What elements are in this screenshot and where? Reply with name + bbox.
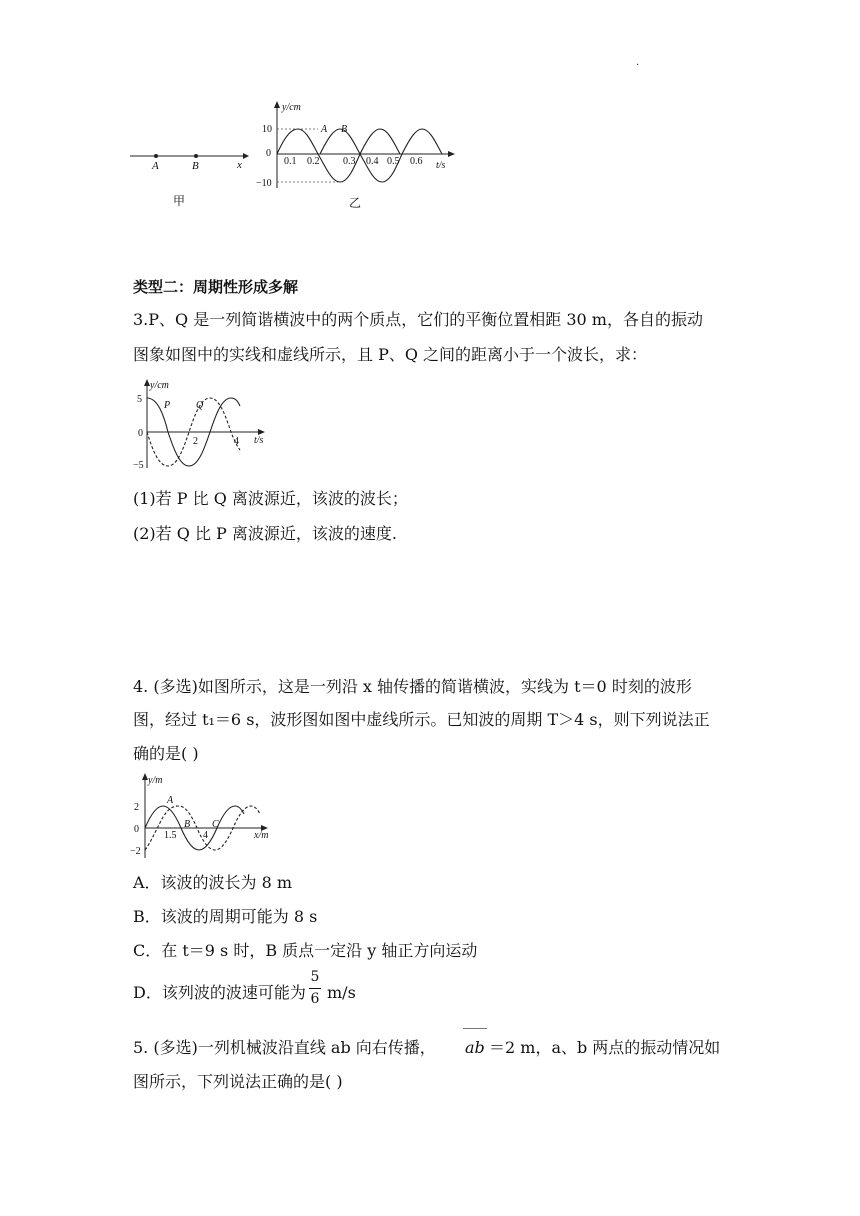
q4-option-b: B．该波的周期可能为 8 s bbox=[133, 907, 318, 926]
q4-x-tick-1.5: 1.5 bbox=[164, 830, 177, 841]
curve-q-label: Q bbox=[196, 400, 204, 411]
figure-yi bbox=[250, 98, 465, 198]
point-b-dot bbox=[194, 154, 198, 158]
point-a-label: A bbox=[152, 160, 159, 172]
q4-line2: 图，经过 t₁＝6 s，波形图如图中虚线所示。已知波的周期 T＞4 s，则下列说法正 bbox=[133, 710, 710, 729]
q3-y-axis-label: y/cm bbox=[150, 380, 169, 391]
y-axis-label: y/cm bbox=[282, 102, 301, 113]
q4-option-d-numerator: 5 bbox=[310, 969, 320, 985]
q4-x-tick-4: 4 bbox=[203, 830, 208, 841]
q4-y-tick-0: 0 bbox=[134, 824, 139, 835]
q4-x-axis-label: x/m bbox=[254, 830, 269, 841]
q3-sub2: (2)若 Q 比 P 离波源近，该波的速度. bbox=[133, 524, 397, 543]
q4-option-d-text: D．该列波的波速可能为 bbox=[133, 983, 306, 1002]
curve-a-label: A bbox=[321, 124, 328, 135]
point-c-label: C bbox=[212, 819, 219, 830]
section-title: 类型二：周期性形成多解 bbox=[133, 278, 299, 296]
x-axis-label: x bbox=[237, 159, 242, 171]
q3-y-tick-0: 0 bbox=[138, 428, 143, 439]
page-dot: . bbox=[636, 57, 640, 68]
q3-y-tick-5: 5 bbox=[137, 394, 142, 405]
figure-q3 bbox=[130, 378, 280, 473]
caption-yi: 乙 bbox=[349, 196, 362, 210]
point-a-dot bbox=[154, 154, 158, 158]
y-tick-0: 0 bbox=[266, 148, 271, 159]
point-b-label: B bbox=[192, 160, 199, 172]
curve-p-label: P bbox=[164, 400, 171, 411]
q3-t-tick-4: 4 bbox=[234, 436, 239, 447]
q4-option-d-denominator: 6 bbox=[310, 991, 320, 1007]
t-tick-0.6: 0.6 bbox=[410, 156, 423, 167]
t-tick-0.5: 0.5 bbox=[387, 156, 400, 167]
curve-b-label: B bbox=[341, 124, 348, 135]
figure-jia bbox=[125, 140, 255, 210]
q5-line2: 图所示，下列说法正确的是( ) bbox=[133, 1072, 343, 1091]
t-axis-label: t/s bbox=[436, 160, 446, 171]
caption-jia: 甲 bbox=[173, 194, 186, 208]
q4-option-d-unit: m/s bbox=[327, 983, 356, 1002]
q5-line1-pre: 5. (多选)一列机械波沿直线 ab 向右传播， bbox=[133, 1038, 436, 1057]
point-a-label: A bbox=[167, 795, 174, 806]
q3-line2: 图象如图中的实线和虚线所示，且 P、Q 之间的距离小于一个波长，求： bbox=[133, 345, 648, 364]
point-b-label: B bbox=[184, 819, 191, 830]
q4-line1: 4. (多选)如图所示，这是一列沿 x 轴传播的简谐横波，实线为 t＝0 时刻的波形 bbox=[133, 677, 692, 696]
t-tick-0.1: 0.1 bbox=[284, 156, 297, 167]
q5-ab-overline: ab bbox=[465, 1038, 485, 1057]
t-tick-0.3: 0.3 bbox=[343, 156, 356, 167]
q4-option-a: A．该波的波长为 8 m bbox=[133, 873, 293, 892]
q3-t-tick-2: 2 bbox=[193, 436, 198, 447]
q4-y-tick-2: 2 bbox=[134, 802, 139, 813]
q3-t-axis-label: t/s bbox=[254, 435, 264, 446]
y-tick-10: 10 bbox=[262, 124, 272, 135]
q3-sub1: (1)若 P 比 Q 离波源近，该波的波长； bbox=[133, 489, 408, 508]
q5-line1 bbox=[133, 1036, 753, 1060]
q4-line3: 确的是( ) bbox=[133, 744, 199, 763]
curve-b bbox=[320, 129, 442, 182]
t-tick-0.2: 0.2 bbox=[307, 156, 320, 167]
t-tick-0.4: 0.4 bbox=[366, 156, 379, 167]
q4-y-tick-neg2: −2 bbox=[130, 846, 141, 857]
q4-option-c: C．在 t＝9 s 时，B 质点一定沿 y 轴正方向运动 bbox=[133, 941, 478, 960]
q3-line1: 3.P、Q 是一列简谐横波中的两个质点，它们的平衡位置相距 30 m，各自的振动 bbox=[133, 310, 703, 329]
figure-q4 bbox=[128, 772, 283, 862]
q3-y-tick-neg5: −5 bbox=[133, 460, 144, 471]
q4-y-axis-label: y/m bbox=[148, 775, 163, 786]
y-tick-neg10: −10 bbox=[256, 178, 272, 189]
q5-line1-post: ＝2 m，a、b 两点的振动情况如 bbox=[489, 1038, 721, 1057]
